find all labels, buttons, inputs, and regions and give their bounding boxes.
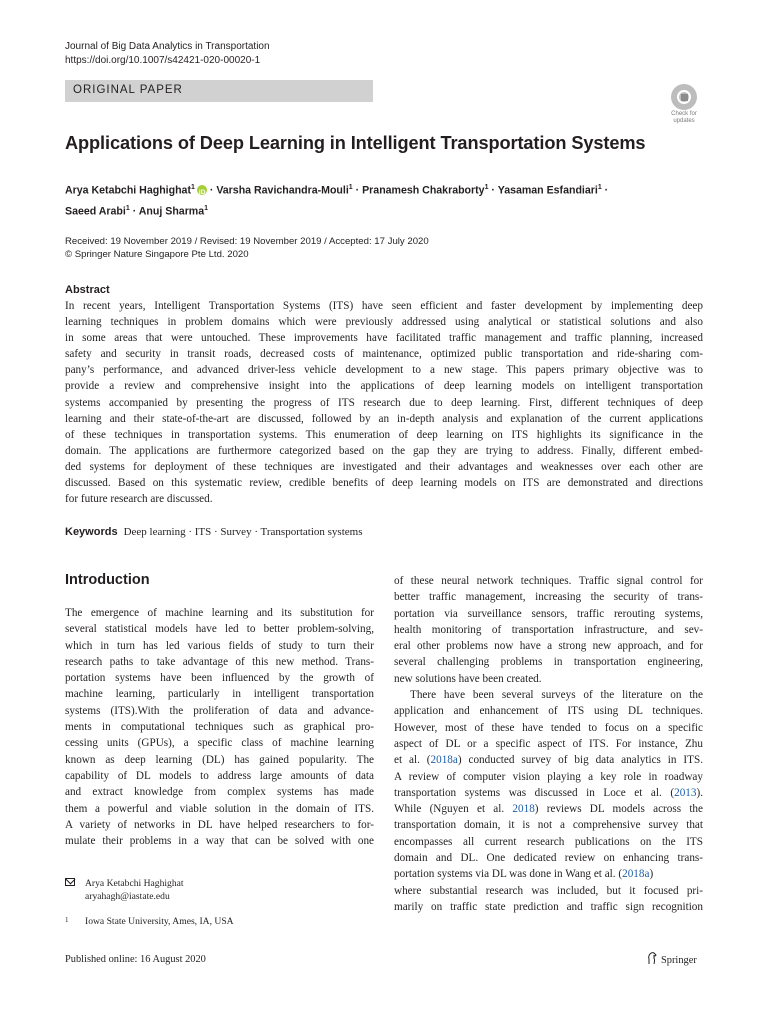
- paper-title: Applications of Deep Learning in Intelligent Transportation Systems: [65, 133, 646, 153]
- article-history: [65, 235, 429, 261]
- body-line: new solutions have been created.: [394, 672, 542, 685]
- body-line: several challenging problems in transportation engineering,: [394, 656, 703, 669]
- published-online-date: Published online: 16 August 2020: [65, 954, 206, 965]
- author-list: [65, 179, 675, 220]
- body-line: health monitoring of transportation infrastructure, and sev-: [394, 623, 703, 636]
- body-line: better traffic management, increasing the security of trans-: [394, 591, 703, 604]
- author-name[interactable]: Pranamesh Chakraborty: [362, 184, 485, 197]
- check-updates-label: Check for updates: [671, 111, 697, 124]
- corresponding-author-email[interactable]: aryahagh@iastate.edu: [85, 891, 170, 902]
- section-heading-introduction: Introduction: [65, 572, 150, 588]
- author-name[interactable]: Varsha Ravichandra-Mouli: [216, 184, 349, 197]
- publisher-name: Springer: [661, 955, 697, 966]
- body-line: marily on traffic state prediction and traffic sign recognition: [394, 900, 703, 913]
- author-name[interactable]: Arya Ketabchi Haghighat: [65, 184, 191, 197]
- body-line: capability of DL models to address large amounts of data: [65, 769, 374, 782]
- body-line: domain and DL. One dedicated review on enhancing trans-: [394, 852, 703, 865]
- abstract-line: systems accompanied by presenting the progress of ITS research due to deep learning. First, different techniques of deep: [65, 396, 703, 409]
- abstract-line: ded systems for deployment of these techniques are investigated and their advantages and weaknesses over each other are: [65, 460, 703, 473]
- abstract-line: learning and their state-of-the-art are discussed, followed by an in-depth analysis and explanation of the current applications: [65, 412, 703, 425]
- article-type-label: ORIGINAL PAPER: [73, 84, 183, 96]
- body-line: portation systems via DL was done in Wang et al. (2018a): [394, 868, 654, 881]
- body-line: cessing units (GPUs), a specific class of machine learning: [65, 737, 374, 750]
- body-line: portation via surveillance sensors, traffic rerouting systems,: [394, 607, 703, 620]
- doi-link[interactable]: https://doi.org/10.1007/s42421-020-00020-1: [65, 55, 261, 66]
- body-line: several statistical models have led to better problem-solving,: [65, 623, 374, 636]
- body-line: However, most of these have tended to focus on a specific: [394, 721, 703, 734]
- abstract-line: for future research are discussed.: [65, 493, 213, 506]
- check-updates-icon: [671, 84, 697, 110]
- abstract-line: of these techniques in transportation systems. This enumeration of deep learning on ITS highlights its significance in the: [65, 428, 703, 441]
- journal-name: Journal of Big Data Analytics in Transportation: [65, 41, 270, 52]
- keywords-text: Deep learning · ITS · Survey · Transportation systems: [123, 526, 363, 538]
- body-line: and extract knowledge from complex systems has made: [65, 786, 374, 799]
- body-line: machine learning, particularly in intelligent transportation: [65, 688, 374, 701]
- springer-horse-icon: [646, 952, 658, 965]
- citation-link[interactable]: 2018: [512, 803, 535, 816]
- body-line: While (Nguyen et al. 2018) reviews DL models across the: [394, 803, 703, 816]
- check-for-updates-button[interactable]: [666, 84, 702, 124]
- abstract-line: safety and security in transit roads, decreased costs of maintenance, optimized public transportation and ride-sharing com-: [65, 348, 703, 361]
- body-line: et al. (2018a) conducted survey of big data analytics in ITS.: [394, 754, 704, 767]
- keywords-label: Keywords: [65, 526, 118, 538]
- body-line: encompasses all current research publications on the ITS: [394, 835, 703, 848]
- abstract-line: pany’s performance, and advanced driver-less vehicle development to a new stage. This papers primary objective was to: [65, 364, 703, 377]
- keywords: [65, 526, 363, 538]
- abstract-line: learning techniques in problem domains which were previously addressed using analytical or statistical solutions and also: [65, 316, 703, 329]
- body-line: eral other problems now have a strong new approach, and for: [394, 640, 703, 653]
- abstract-heading: Abstract: [65, 284, 110, 296]
- affiliation: [65, 916, 234, 928]
- citation-link[interactable]: 2013: [674, 786, 697, 799]
- abstract-line: domain. The applications are furthermore categorized based on the gap they are trying to address. Finally, different embed-: [65, 444, 703, 457]
- author-name[interactable]: Saeed Arabi: [65, 205, 126, 218]
- body-line: portation systems have been influenced by the growth of: [65, 672, 374, 685]
- abstract-line: in some areas that were untouched. These improvements have facilitated traffic management and traffic planning, increased: [65, 332, 703, 345]
- copyright: © Springer Nature Singapore Pte Ltd. 2020: [65, 249, 249, 260]
- intro-left-column: [65, 605, 374, 849]
- abstract-line: In recent years, Intelligent Transportation Systems (ITS) have seen efficient and faster development by implementing deep: [65, 300, 703, 312]
- intro-right-column: [394, 573, 703, 915]
- body-line: mulate their problems in a way that can be solved with one: [65, 835, 374, 848]
- publisher-logo[interactable]: [646, 952, 697, 966]
- body-line: transportation systems was discussed in Loce et al. (2013).: [394, 786, 703, 799]
- corresponding-author-name: Arya Ketabchi Haghighat: [85, 878, 184, 889]
- affiliation-number: 1: [65, 916, 69, 924]
- author-line-1: Arya Ketabchi Haghighat$^1$ iD · Varsha Ravichandra-Mouli$^1$ · Pranamesh Chakraborty$^1$ · Yasaman Esfandiari$^1$ ·: [65, 184, 609, 197]
- body-line: application and enhancement of ITS using DL techniques.: [394, 705, 703, 718]
- citation-link[interactable]: 2018a: [622, 868, 650, 881]
- abstract-line: discussed. Based on this systematic review, credible benefits of deep learning models on ITS are demonstrated and directions: [65, 477, 703, 490]
- author-name[interactable]: Anuj Sharma: [138, 205, 205, 218]
- body-line: aspect of DL or a specific aspect of ITS. For instance, Zhu: [394, 737, 703, 750]
- abstract-body: [65, 298, 703, 507]
- body-line: transportation domain, it is not a comprehensive survey that: [394, 819, 703, 832]
- affiliation-text: Iowa State University, Ames, IA, USA: [85, 916, 234, 927]
- body-line: A review of computer vision playing a key role in roadway: [394, 770, 703, 783]
- body-line: which in turn has led various fields of study to turn their: [65, 639, 374, 652]
- body-line: where substantial research was included, but it focused pri-: [394, 884, 703, 897]
- author-name[interactable]: Yasaman Esfandiari: [497, 184, 598, 197]
- body-line: research paths to take advantage of this new method. Trans-: [65, 655, 374, 668]
- body-line: them a powerful and viable solution in the domain of ITS.: [65, 802, 374, 815]
- body-line: A variety of networks in DL have helped researchers to for-: [65, 818, 374, 831]
- body-line: of these neural network techniques. Traffic signal control for: [394, 575, 703, 587]
- body-line: ments in computational techniques such as graphical pro-: [65, 721, 374, 734]
- abstract-line: provide a review and comprehensive insight into the applications of deep learning models on intelligent transportation: [65, 380, 703, 393]
- article-type-badge: [65, 80, 373, 102]
- author-line-2: Saeed Arabi$^1$ · Anuj Sharma$^1$: [65, 204, 209, 218]
- citation-link[interactable]: 2018a: [430, 754, 458, 767]
- body-line: The emergence of machine learning and its substitution for: [65, 607, 374, 619]
- orcid-icon[interactable]: iD: [197, 185, 207, 195]
- envelope-icon: [65, 878, 75, 886]
- body-line: There have been several surveys of the literature on the: [410, 689, 703, 702]
- body-line: known as deep learning (DL) has gained popularity. The: [65, 753, 374, 766]
- history-dates: Received: 19 November 2019 / Revised: 19 November 2019 / Accepted: 17 July 2020: [65, 236, 429, 247]
- body-line: systems (ITS).With the proliferation of data and advance-: [65, 704, 374, 717]
